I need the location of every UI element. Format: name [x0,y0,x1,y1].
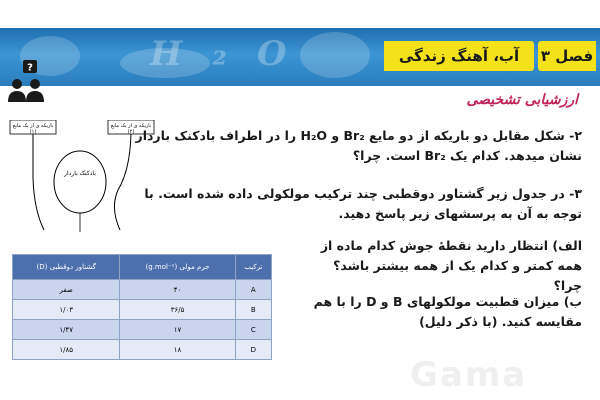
molar-mass-cell: ۴۰ [120,280,235,300]
table-header-row [13,255,272,280]
dipole-cell: ۱/۸۵ [13,340,120,360]
chapter-number-tab: فصل ۳ [538,41,596,71]
question-3-part-a: الف) انتظار دارید نقطهٔ جوش کدام ماده از همه کمتر و کدام یک از همه بیشتر باشد؟ چرا؟ [320,238,582,293]
compound-cell: B [235,300,271,320]
table-row [13,340,272,360]
section-title: ارزشیابی تشخیصی [466,92,578,108]
watermark-logo: Gama [410,355,528,395]
header-molar-mass: جرم مولی (g.mol⁻¹) [120,255,235,280]
right-stream-label: باریکه ی از یک مایع (۲) [110,123,152,135]
dipole-cell: ۱/۰۳ [13,300,120,320]
compound-cell: C [235,320,271,340]
compound-cell: D [235,340,271,360]
header-dipole-moment: گشتاور دوقطبی (D) [13,255,120,280]
left-stream-label: باریکه ی از یک مایع (۱) [12,123,54,135]
header-compound: ترکیب [235,255,271,280]
people-question-icon [6,60,46,104]
dipole-cell: ۱/۴۷ [13,320,120,340]
molar-mass-cell: ۱۷ [120,320,235,340]
table-row [13,280,272,300]
table-row [13,300,272,320]
banner-h2o-letters: H₂O [150,34,317,74]
balloon-label: بادکنک باردار [64,170,96,177]
question-3-part-b: ب) میزان قطبیت مولکولهای B و D را با هم مقایسه کنید. (با ذکر دلیل) [313,294,582,329]
compound-cell: A [235,280,271,300]
molar-mass-cell: ۳۶/۵ [120,300,235,320]
molar-mass-cell: ۱۸ [120,340,235,360]
dipole-moment-table [12,254,272,360]
chapter-title: آب، آهنگ زندگی [384,41,534,71]
dipole-cell: صفر [13,280,120,300]
svg-text:?: ? [27,62,33,74]
question-2: ۲- شکل مقابل دو باریکه از دو مایع Br₂ و H₂O را در اطراف بادکنک باردار نشان میدهد. کدام یک Br₂ است. چرا؟ [135,128,582,163]
question-3: ۳- در جدول زیر گشتاور دوقطبی چند ترکیب مولکولی داده شده است. با توجه به آن به پرسشهای زیر پاسخ دهید. [144,186,582,221]
table-row [13,320,272,340]
